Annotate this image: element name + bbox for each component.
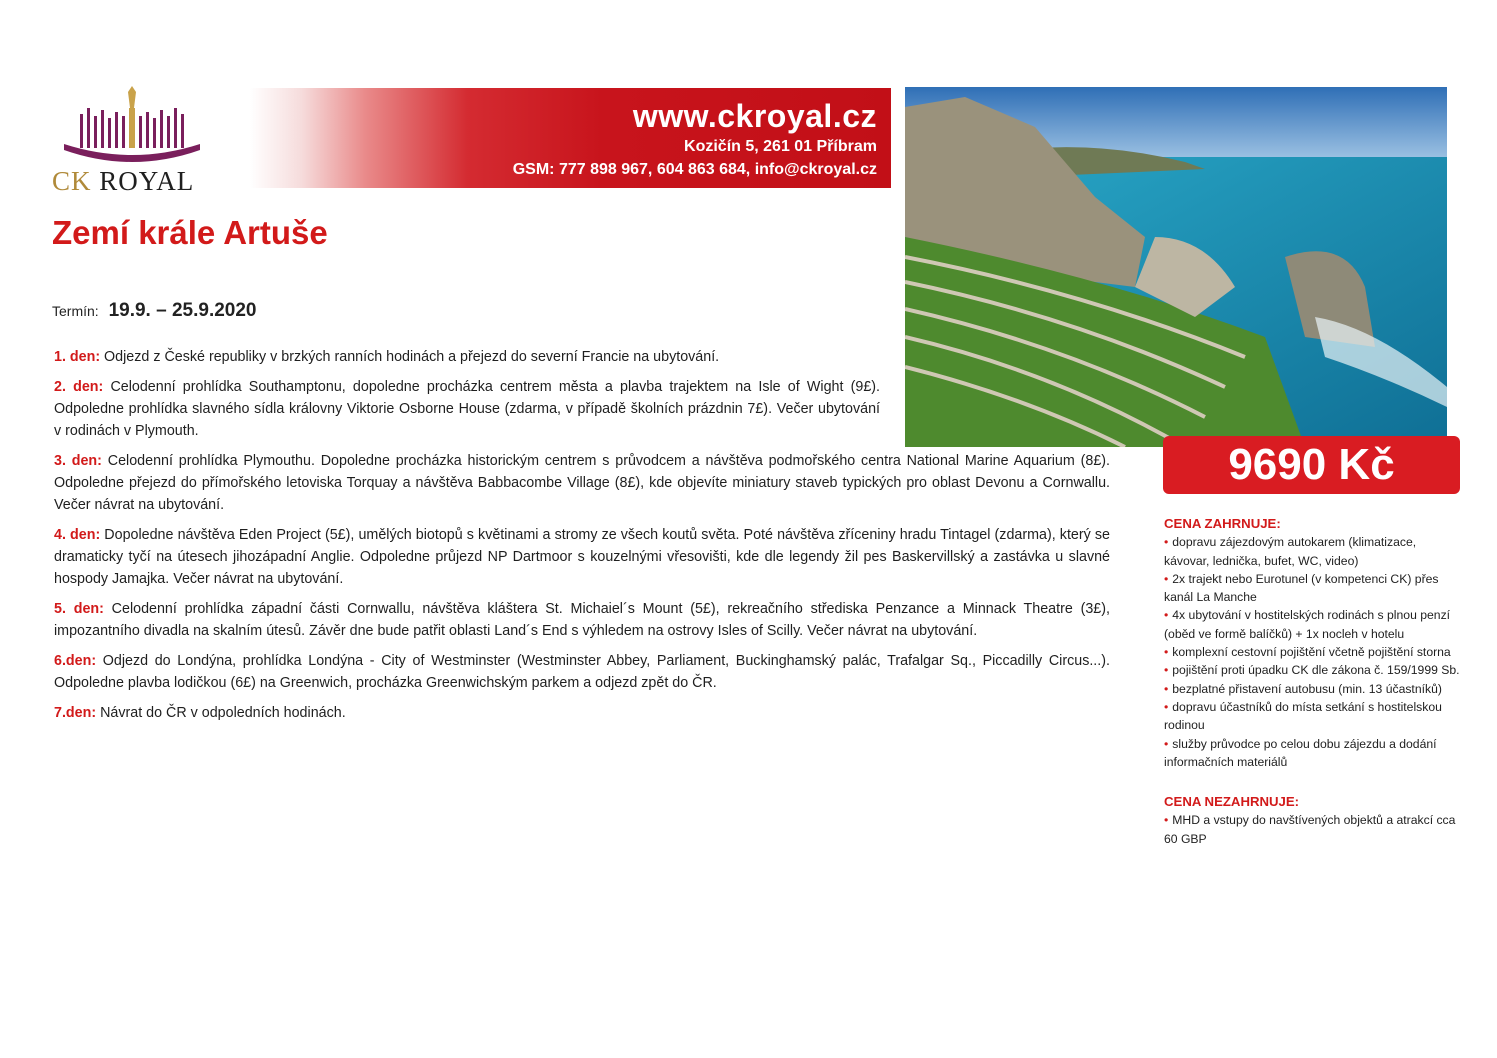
itinerary-day	[54, 376, 880, 442]
itinerary-day	[54, 524, 1110, 590]
day-label: 5. den:	[54, 601, 104, 617]
list-item: • dopravu zájezdovým autokarem (klimatizace, kávovar, lednička, bufet, WC, video)	[1164, 533, 1464, 570]
trip-term	[52, 300, 257, 322]
itinerary-day	[54, 346, 1110, 368]
list-item: • bezplatné přistavení autobusu (min. 13 účastníků)	[1164, 680, 1464, 698]
logo-ck: CK	[52, 166, 92, 196]
day-text: Celodenní prohlídka západní části Cornwallu, návštěva kláštera St. Michaiel´s Mount (5£), rekreačního střediska Penzance a Minnack Theatre (3£), impozantního divadla na skalním útesů. Závěr dne bude patřit oblasti Land´s End s výhledem na ostrovy Isles of Scilly. Večer návrat na ubytování.	[54, 601, 1110, 639]
website-url[interactable]: www.ckroyal.cz	[632, 98, 877, 134]
list-item: • pojištění proti úpadku CK dle zákona č. 159/1999 Sb.	[1164, 661, 1464, 679]
logo-wordmark	[52, 166, 194, 197]
page-title: Zemí krále Artuše	[52, 214, 328, 251]
itinerary	[54, 346, 1110, 732]
day-text: Dopoledne návštěva Eden Project (5£), umělých biotopů s květinami a stromy ze všech koutů světa. Poté návštěva zříceniny hradu Tintagel (zdarma), který se dramaticky tyčí na útesech jihozápadní Anglie. Odpoledne průjezd NP Dartmoor s kouzelnými vřesovišti, kde dle legendy žil pes Baskervillský a zastávka u slavné hospody Jamajka. Večer návrat na ubytování.	[54, 527, 1110, 587]
day-label: 3. den:	[54, 453, 102, 469]
itinerary-day	[54, 598, 1110, 642]
day-label: 4. den:	[54, 527, 101, 543]
contact-line: GSM: 777 898 967, 604 863 684, info@ckroyal.cz	[512, 161, 877, 178]
address: Kozičín 5, 261 01 Příbram	[684, 138, 877, 155]
day-label: 7.den:	[54, 705, 97, 721]
list-item: • 4x ubytování v hostitelských rodinách s plnou penzí (oběd ve formě balíčků) + 1x nocleh v hotelu	[1164, 606, 1464, 643]
list-item: • komplexní cestovní pojištění včetně pojištění storna	[1164, 643, 1464, 661]
term-label: Termín:	[52, 303, 99, 319]
excluded-heading: CENA NEZAHRNUJE:	[1164, 794, 1300, 810]
day-text: Návrat do ČR v odpoledních hodinách.	[96, 705, 346, 721]
price-badge: 9690 Kč	[1163, 436, 1460, 494]
contact-banner	[250, 88, 891, 188]
term-dates: 19.9. – 25.9.2020	[108, 300, 257, 321]
day-label: 1. den:	[54, 349, 101, 365]
day-label: 2. den:	[54, 379, 104, 395]
included-heading: CENA ZAHRNUJE:	[1164, 516, 1281, 531]
price-details	[1164, 515, 1464, 848]
day-text: Odjezd z České republiky v brzkých ranních hodinách a přejezd do severní Francie na ubytování.	[100, 349, 720, 365]
day-text: Celodenní prohlídka Plymouthu. Dopoledne procházka historickým centrem s průvodcem a návštěva podmořského centra National Marine Aquarium (8£). Odpoledne přejezd do přímořského letoviska Torquay a návštěva Babbacombe Village (8£), kde objevíte miniatury staveb typických pro oblast Devonu a Cornwallu. Večer návrat na ubytování.	[54, 453, 1111, 513]
day-text: Odjezd do Londýna, prohlídka Londýna - City of Westminster (Westminster Abbey, Parliament, Buckinghamský palác, Trafalgar Sq., Piccadilly Circus...). Odpoledne plavba lodičkou (6£) na Greenwich, procházka Greenwichským parkem a odjezd zpět do ČR.	[54, 653, 1110, 691]
list-item: • dopravu účastníků do místa setkání s hostitelskou rodinou	[1164, 698, 1464, 735]
itinerary-day	[54, 650, 1110, 694]
excluded-list	[1164, 811, 1464, 848]
list-item: • služby průvodce po celou dobu zájezdu a dodání informačních materiálů	[1164, 735, 1464, 772]
logo-royal: ROYAL	[99, 166, 195, 196]
included-list	[1164, 533, 1464, 771]
list-item: • 2x trajekt nebo Eurotunel (v kompetenci CK) přes kanál La Manche	[1164, 570, 1464, 607]
itinerary-day	[54, 450, 1110, 516]
list-item: • MHD a vstupy do navštívených objektů a atrakcí cca 60 GBP	[1164, 811, 1464, 848]
itinerary-day	[54, 702, 1110, 724]
day-label: 6.den:	[54, 653, 97, 669]
day-text: Celodenní prohlídka Southamptonu, dopoledne procházka centrem města a plavba trajektem na Isle of Wight (9£). Odpoledne prohlídka slavného sídla královny Viktorie Osborne House (zdarma, v případě školních prázdnin 7£). Večer ubytování v rodinách v Plymouth.	[54, 379, 881, 439]
